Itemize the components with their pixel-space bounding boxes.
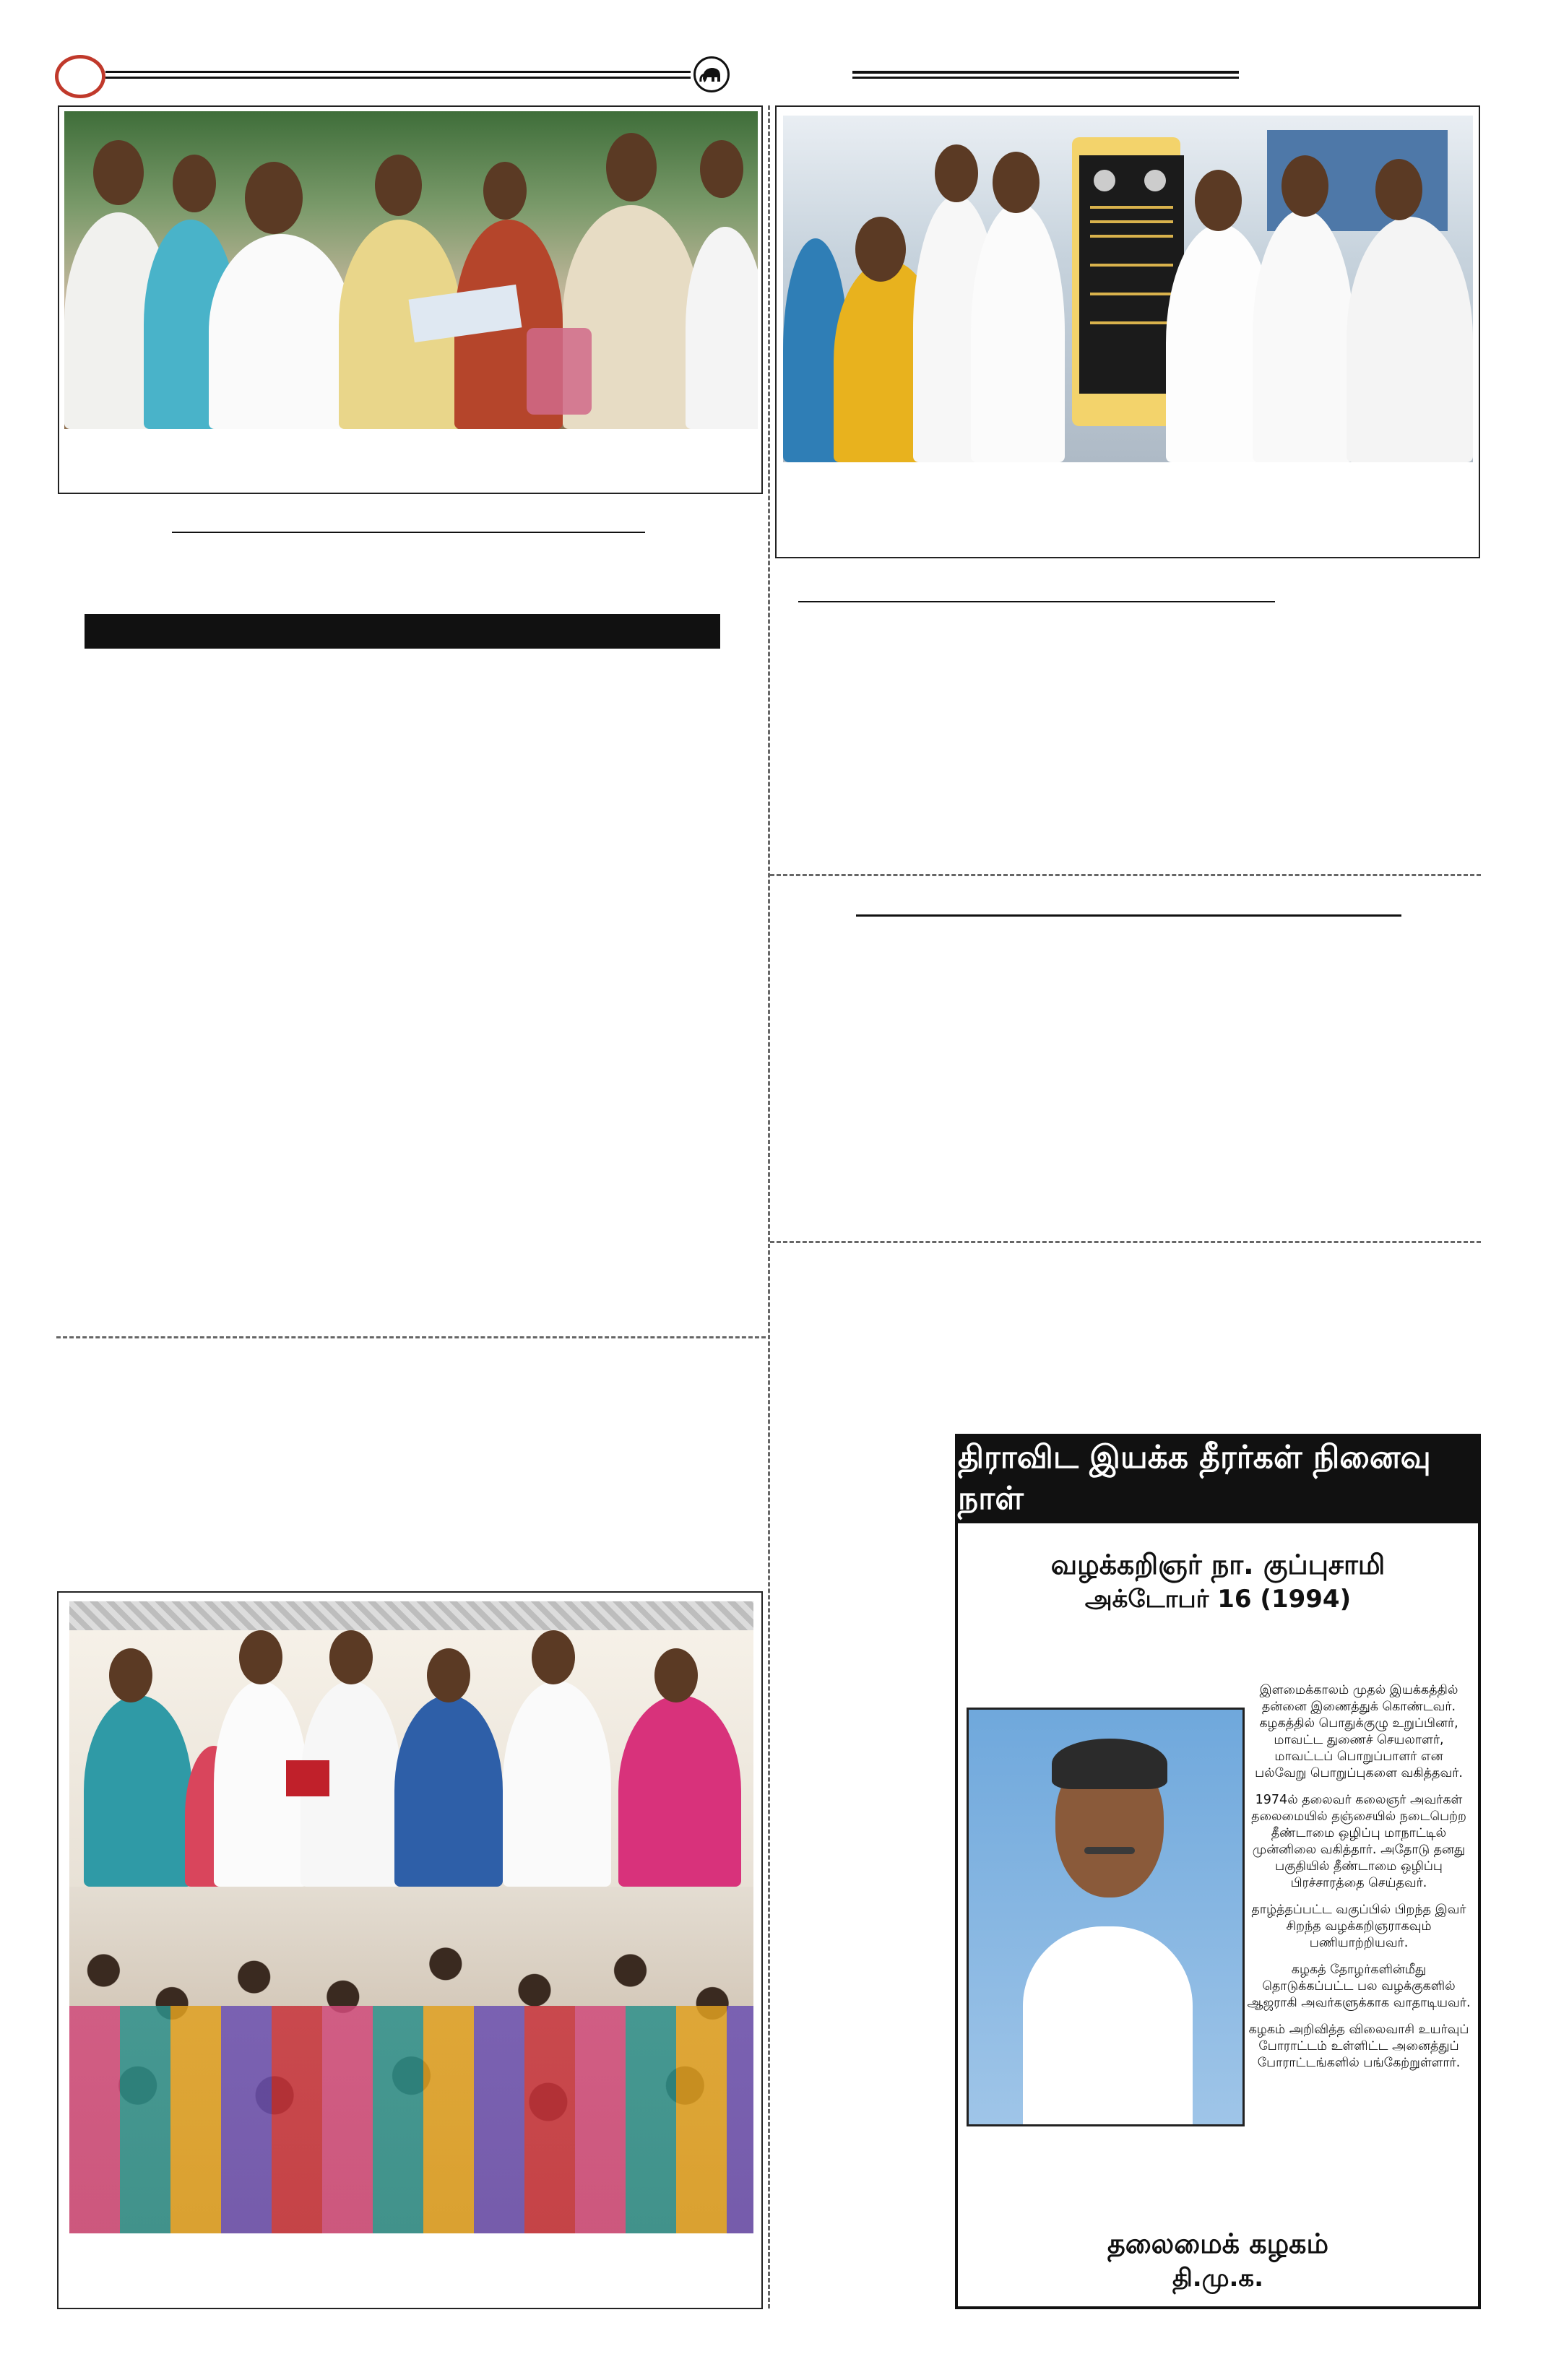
header-rule-left <box>105 71 691 73</box>
tribute-box <box>955 1434 1481 2309</box>
tribute-bio <box>1247 1682 1471 2082</box>
photo-women-gathering <box>69 1601 753 2233</box>
divider-right-1 <box>770 874 1481 876</box>
tribute-bio-3: தாழ்த்தப்பட்ட வகுப்பில் பிறந்த இவர் சிறந்த வழக்கறிஞராகவும் பணியாற்றியவர். <box>1251 1903 1466 1950</box>
photo-aid-distribution <box>64 111 758 429</box>
header-circle-marker <box>55 55 105 98</box>
tribute-bio-4: கழகத் தோழர்களின்மீது தொடுக்கப்பட்ட பல வழக்குகளில் ஆஜராகி அவர்களுக்காக வாதாடியவர். <box>1247 1963 1471 2010</box>
tribute-portrait <box>967 1708 1245 2126</box>
caption-rule-left <box>172 532 645 533</box>
divider-right-2 <box>770 1241 1481 1243</box>
tribute-footer-1: தலைமைக் கழகம் <box>1107 2228 1329 2259</box>
tribute-bio-2: 1974ல் தலைவர் கலைஞர் அவர்கள் தலைமையில் தஞ்சையில் நடைபெற்ற தீண்டாமை ஒழிப்பு மாநாட்டில் முன்னிலை வகித்தார். அதோடு தனது பகுதியில் தீண்டாமை ஒழிப்பு பிரச்சாரத்தை செய்தவர். <box>1251 1793 1466 1890</box>
tribute-heading: திராவிட இயக்க தீரர்கள் நினைவு நாள் <box>958 1437 1478 1523</box>
tribute-date: அக்டோபர் 16 (1994) <box>1084 1585 1352 1614</box>
top-left-photo-frame <box>58 105 763 494</box>
photo-plaque-unveiling <box>783 116 1473 462</box>
tribute-bio-5: கழகம் அறிவித்த விலைவாசி உயர்வுப் போராட்டம் உள்ளிட்ட அனைத்துப் போராட்டங்களில் பங்கேற்றுள்ளார். <box>1248 2022 1469 2070</box>
elephant-emblem-icon <box>693 56 730 92</box>
divider-left-1 <box>56 1336 766 1338</box>
top-right-photo-frame <box>775 105 1480 558</box>
caption-rule-right <box>798 601 1275 602</box>
tribute-name: வழக்கறிஞர் நா. குப்புசாமி <box>1050 1549 1386 1580</box>
header-rule-left-2 <box>105 77 691 79</box>
bottom-left-photo-frame <box>57 1591 763 2309</box>
tribute-footer-2: தி.மு.க. <box>1172 2264 1264 2293</box>
headline-bar <box>85 614 720 649</box>
tribute-bio-1: இளமைக்காலம் முதல் இயக்கத்தில் தன்னை இணைத்துக் கொண்டவர். கழகத்தில் பொதுக்குழு உறுப்பினர், மாவட்ட துணைச் செயலாளர், மாவட்டப் பொறுப்பாளர் என பல்வேறு பொறுப்புகளை வகித்தவர். <box>1255 1683 1463 1780</box>
column-divider <box>768 105 770 2308</box>
header-rule-right-2 <box>852 77 1239 79</box>
section-rule-right <box>856 914 1401 917</box>
header-rule-right <box>852 71 1239 74</box>
